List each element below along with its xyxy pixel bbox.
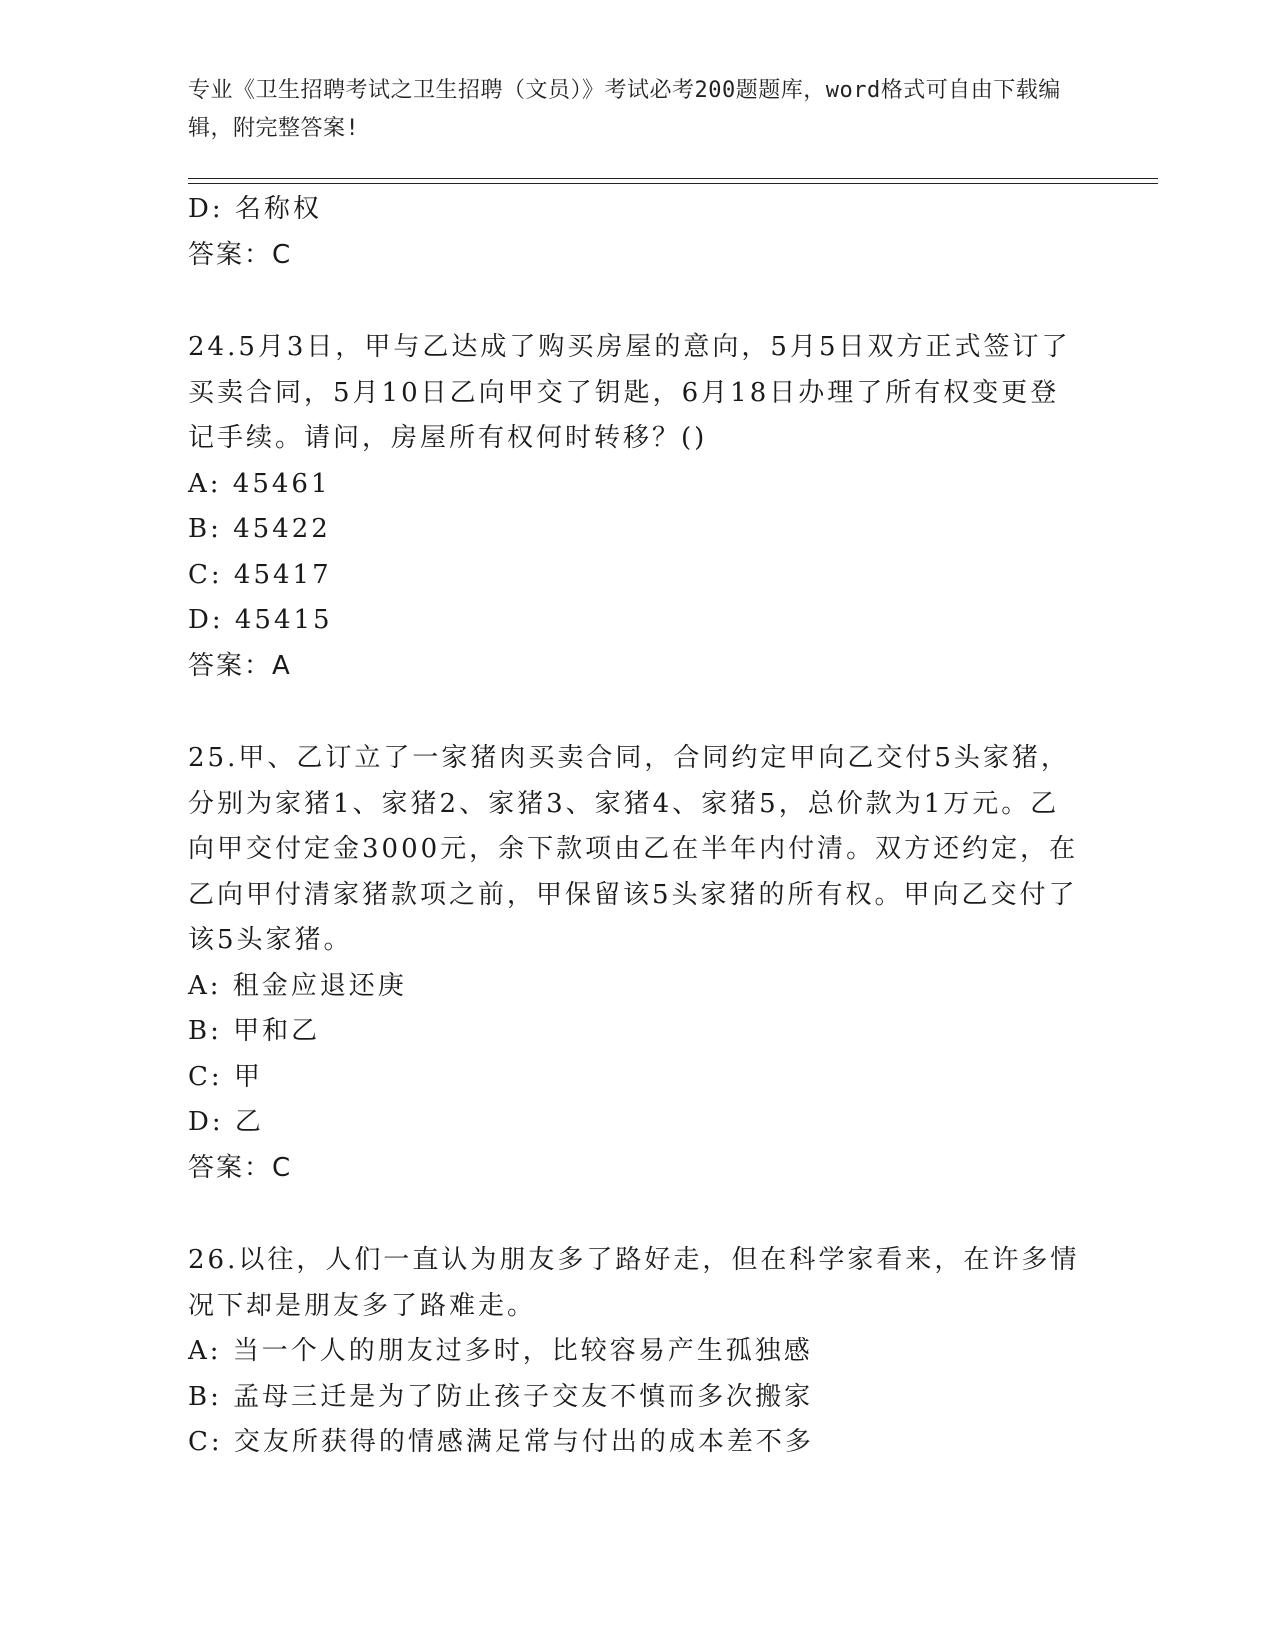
option-a: A: 45461 xyxy=(188,468,331,499)
answer-line: 答案：A xyxy=(188,650,292,681)
spacer xyxy=(188,689,1088,736)
question-stem: 26.以往，人们一直认为朋友多了路好走，但在科学家看来，在许多情况下却是朋友多了路难走。 xyxy=(188,1245,1080,1321)
header-rule-bottom xyxy=(188,183,1158,184)
option-c: C: 甲 xyxy=(188,1061,263,1092)
header-rule-top xyxy=(188,178,1158,179)
option-a: A: 当一个人的朋友过多时，比较容易产生孤独感 xyxy=(188,1336,813,1366)
answer-line: 答案：C xyxy=(188,239,293,270)
option-b: B: 孟母三迁是为了防止孩子交友不慎而多次搬家 xyxy=(188,1381,814,1412)
question-stem: 25.甲、乙订立了一家猪肉买卖合同，合同约定甲向乙交付5头家猪，分别为家猪1、家猪2、家猪3、家猪4、家猪5，总价款为1万元。乙向甲交付定金3000元，余下款项由乙在半年内付清。双方还约定，在乙向甲付清家猪款项之前，甲保留该5头家猪的所有权。甲向乙交付了该5头家猪。 xyxy=(188,743,1079,955)
question-24 xyxy=(188,325,1088,689)
spacer xyxy=(188,278,1088,325)
option-b: B: 45422 xyxy=(188,514,331,544)
option-c: C: 45417 xyxy=(188,559,332,590)
question-26 xyxy=(188,1238,1088,1466)
answer-line: 答案：C xyxy=(188,1152,293,1183)
option-c: C: 交友所获得的情感满足常与付出的成本差不多 xyxy=(188,1427,814,1457)
option-b: B: 甲和乙 xyxy=(188,1016,321,1046)
option-a: A: 租金应退还庚 xyxy=(188,970,407,1001)
document-header: 专业《卫生招聘考试之卫生招聘（文员）》考试必考200题题库，word格式可自由下载编辑，附完整答案! xyxy=(188,78,1061,141)
question-stem: 24.5月3日，甲与乙达成了购买房屋的意向，5月5日双方正式签订了买卖合同，5月10日乙向甲交了钥匙，6月18日办理了所有权变更登记手续。请问，房屋所有权何时转移？() xyxy=(188,332,1071,453)
question-content xyxy=(188,187,1088,1466)
question-25 xyxy=(188,736,1088,1191)
spacer xyxy=(188,1191,1088,1238)
option-d: D: 乙 xyxy=(188,1107,264,1137)
option-d: D: 45415 xyxy=(188,605,333,635)
option-d: D: 名称权 xyxy=(188,194,322,224)
